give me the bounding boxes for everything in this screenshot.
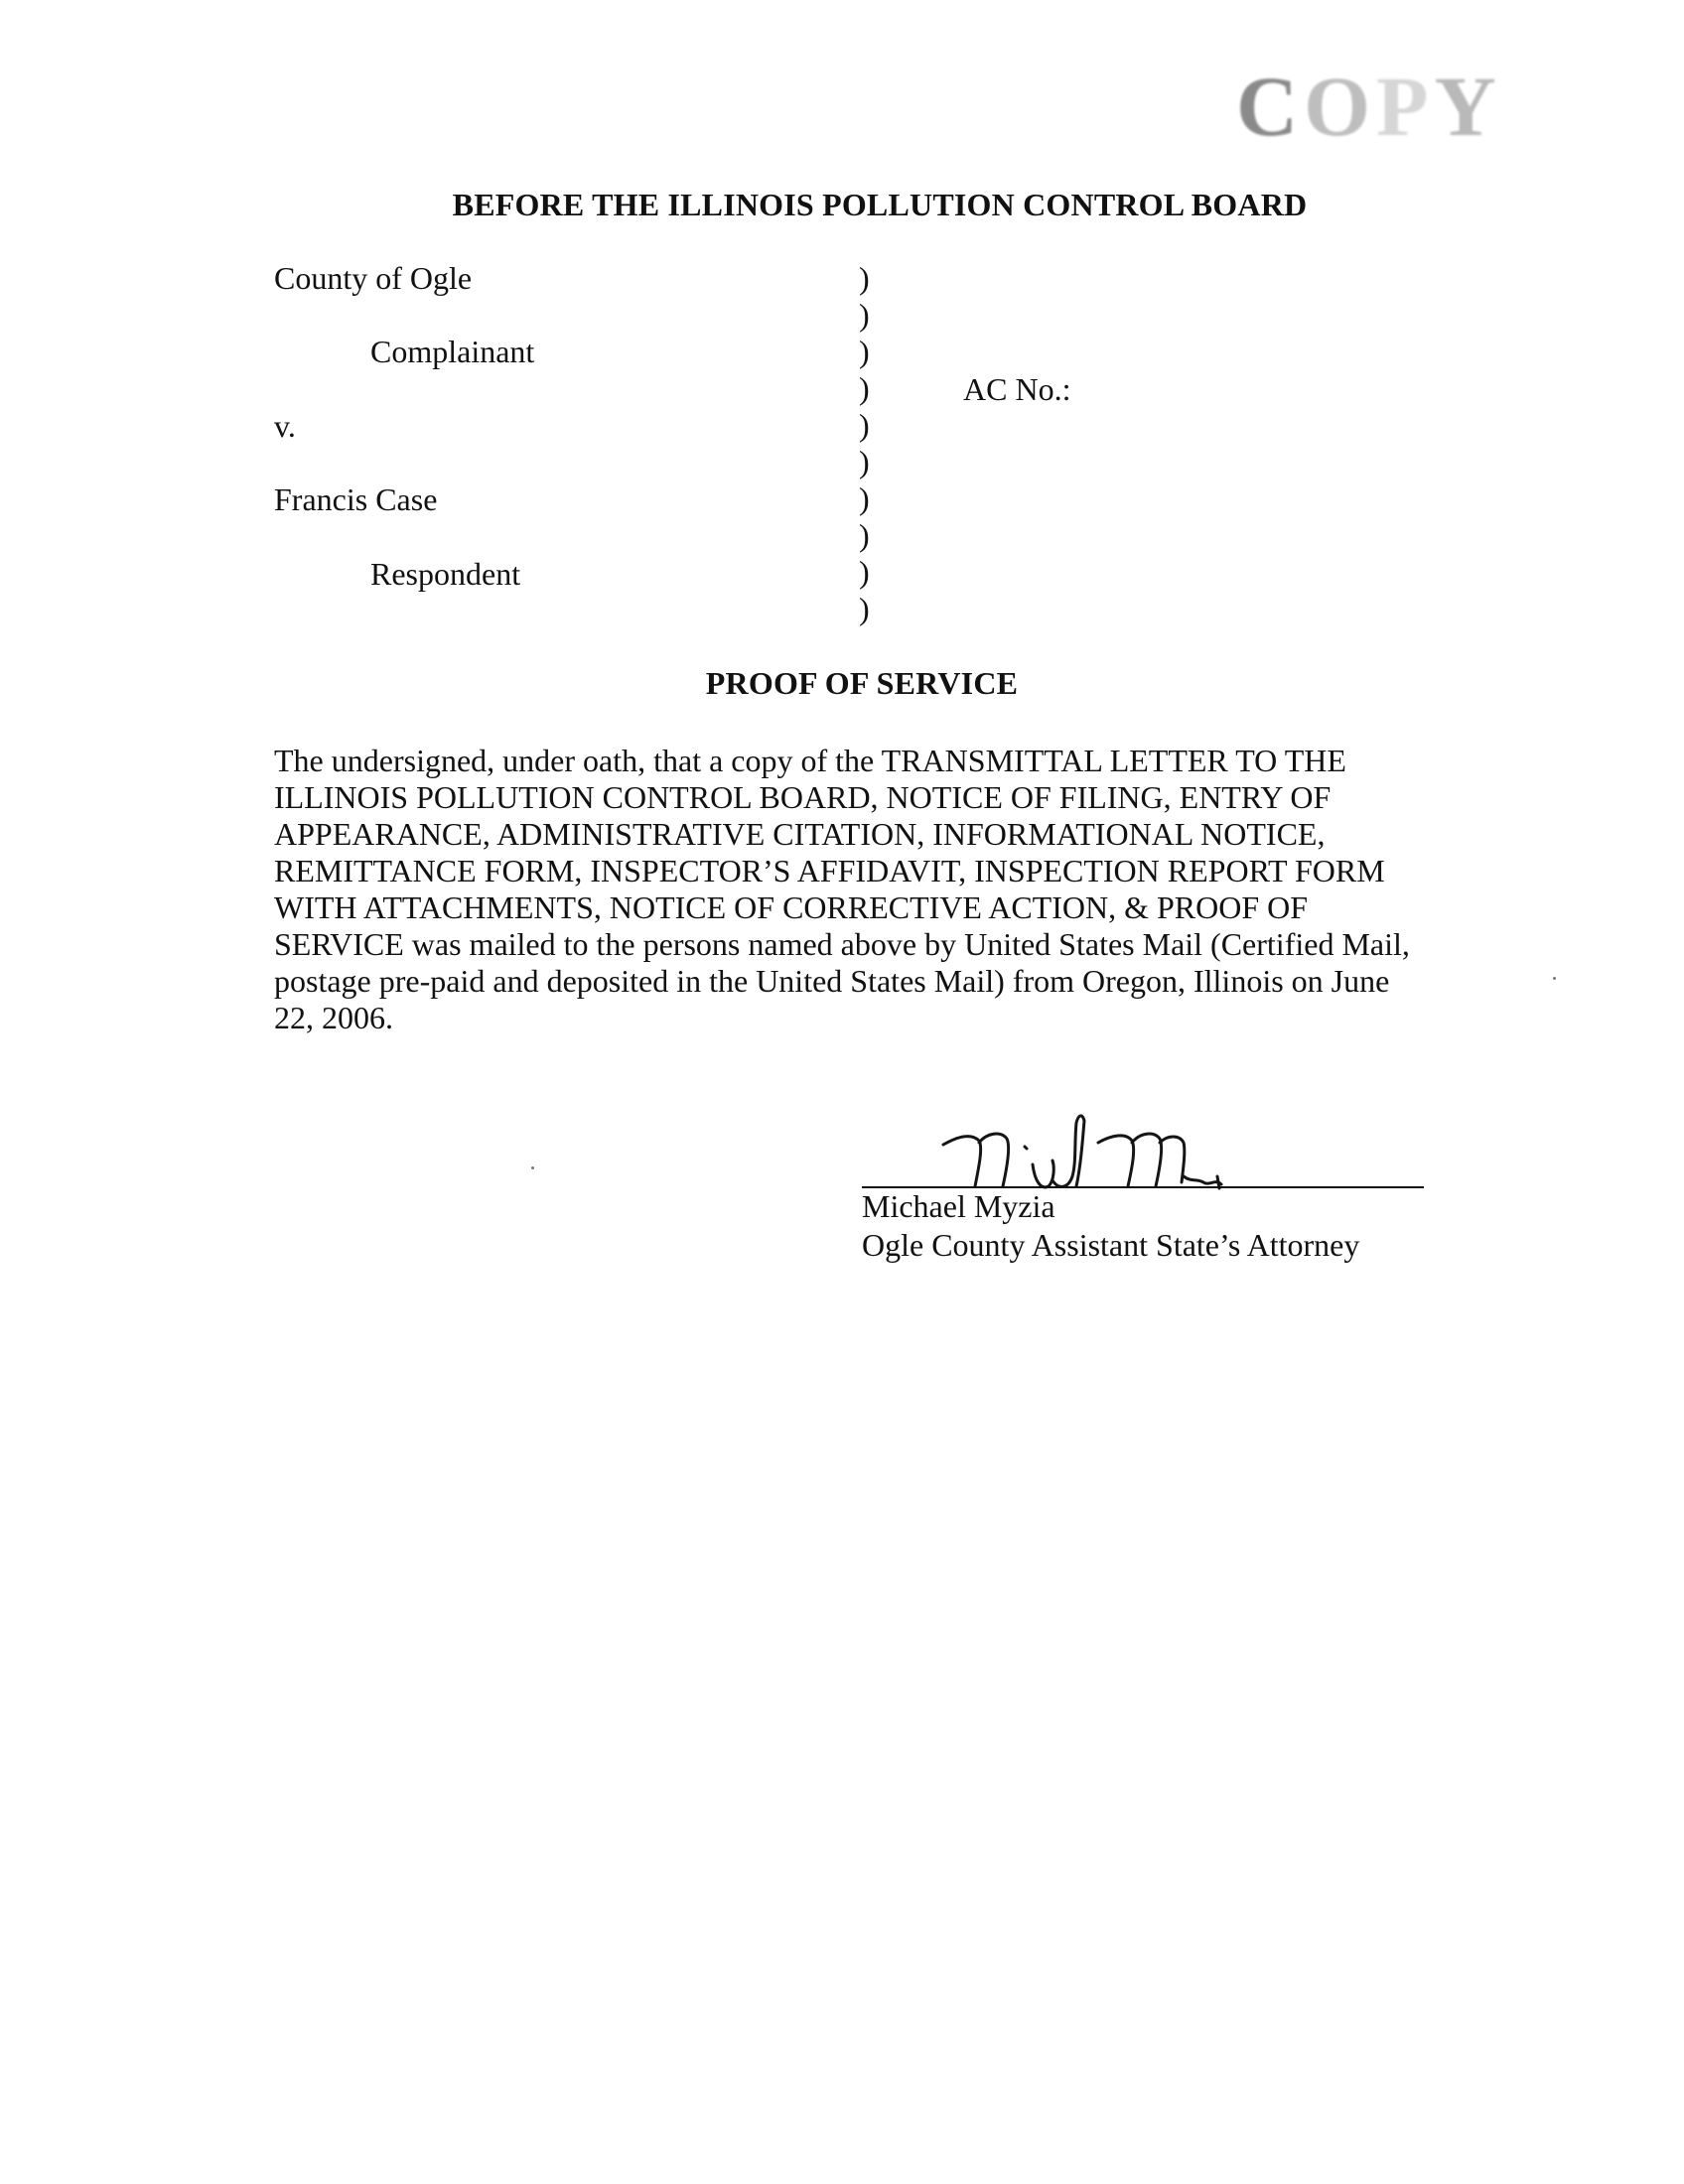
caption-paren: ): [859, 517, 870, 553]
paragraph-line: postage pre-paid and deposited in the United States Mail) from Oregon, Illinois on June: [274, 963, 1390, 999]
complainant-name: County of Ogle: [274, 260, 473, 296]
copy-stamp: [1236, 59, 1534, 154]
complainant-label: Complainant: [370, 334, 535, 369]
section-title: PROOF OF SERVICE: [705, 665, 1019, 701]
caption-paren: ): [859, 370, 870, 406]
signatory-name: Michael Myzia: [862, 1188, 1055, 1224]
paragraph-line: The undersigned, under oath, that a copy of the TRANSMITTAL LETTER TO THE: [274, 743, 1346, 778]
respondent-label: Respondent: [370, 556, 521, 592]
versus-text: v.: [274, 408, 296, 444]
signatory-title: Ogle County Assistant State’s Attorney: [862, 1227, 1360, 1263]
caption-paren: ): [859, 480, 870, 516]
caption-paren: ): [859, 554, 870, 590]
caption-paren: ): [859, 334, 870, 369]
caption-paren: ): [859, 444, 870, 479]
scan-speck: [1553, 977, 1556, 980]
caption-paren: ): [859, 591, 870, 626]
caption-parentheses: [859, 260, 870, 627]
paragraph-line: SERVICE was mailed to the persons named above by United States Mail (Certified Mail,: [274, 926, 1410, 962]
copy-stamp-letter: P: [1376, 59, 1435, 154]
paragraph-line: 22, 2006.: [274, 1000, 393, 1035]
copy-stamp-letter: Y: [1434, 59, 1502, 154]
paragraph-line: REMITTANCE FORM, INSPECTOR’S AFFIDAVIT, INSPECTION REPORT FORM: [274, 853, 1385, 888]
service-paragraph: [274, 743, 1446, 1036]
caption-paren: ): [859, 297, 870, 333]
caption-paren: ): [859, 260, 870, 296]
copy-stamp-letter: O: [1304, 59, 1377, 154]
copy-stamp-letter: C: [1236, 59, 1305, 154]
respondent-name: Francis Case: [274, 481, 438, 517]
scan-speck: [531, 1166, 534, 1169]
paragraph-line: ILLINOIS POLLUTION CONTROL BOARD, NOTICE OF FILING, ENTRY OF: [274, 779, 1332, 815]
case-number-label: AC No.:: [963, 371, 1071, 407]
caption-paren: ): [859, 407, 870, 443]
board-title: BEFORE THE ILLINOIS POLLUTION CONTROL BOARD: [452, 187, 1308, 222]
paragraph-line: APPEARANCE, ADMINISTRATIVE CITATION, INFORMATIONAL NOTICE,: [274, 816, 1326, 852]
paragraph-line: WITH ATTACHMENTS, NOTICE OF CORRECTIVE ACTION, & PROOF OF: [274, 889, 1309, 925]
